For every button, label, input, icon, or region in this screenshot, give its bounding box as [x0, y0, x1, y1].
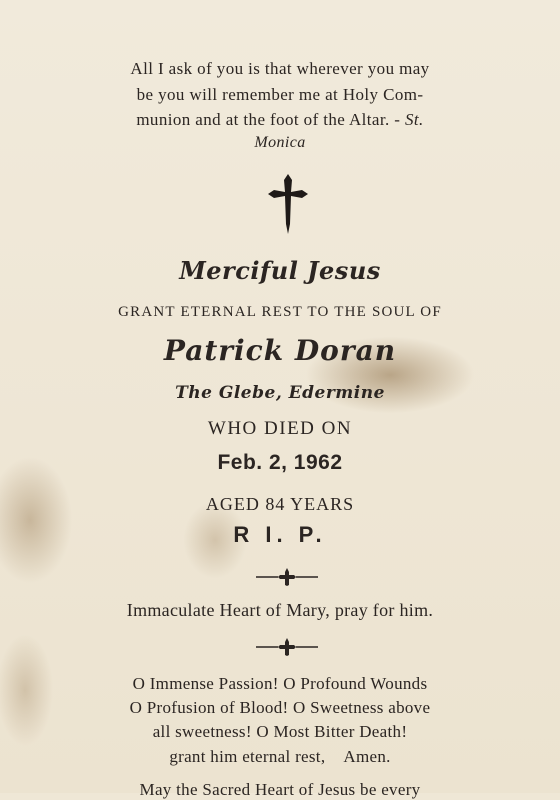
card-title: Merciful Jesus	[179, 256, 381, 285]
verse-attribution: St.	[404, 110, 424, 129]
cross-ornament-icon	[254, 566, 320, 586]
death-date: Feb. 2, 1962	[217, 451, 343, 474]
age-text: AGED 84 YEARS	[205, 494, 355, 514]
prayer-mary: Immaculate Heart of Mary, pray for him.	[126, 600, 434, 620]
deceased-name: Patrick Doran	[163, 334, 397, 367]
verse-line-3	[0, 110, 560, 130]
prayer-line-3: all sweetness! O Most Bitter Death!	[152, 722, 408, 741]
rip-text: R I. P.	[233, 522, 327, 547]
prayer-line-2: O Profusion of Blood! O Sweetness above	[129, 698, 431, 717]
prayer-line-4-text: grant him eternal rest,	[169, 747, 326, 766]
verse-line-1: All I ask of you is that wherever you may	[130, 59, 430, 78]
cross-ornament-icon	[254, 636, 320, 656]
prayer-amen: Amen.	[343, 747, 391, 766]
prayer-line-1: O Immense Passion! O Profound Wounds	[132, 674, 428, 693]
card-subtitle: GRANT ETERNAL REST TO THE SOUL OF	[118, 304, 442, 320]
verse-line-2: be you will remember me at Holy Com-	[136, 85, 424, 104]
deceased-address: The Glebe, Edermine	[175, 383, 385, 403]
verse-attribution-name: Monica	[254, 134, 306, 151]
prayer-line-5: May the Sacred Heart of Jesus be every	[139, 780, 421, 799]
cross-icon	[264, 172, 312, 236]
died-label: WHO DIED ON	[207, 418, 353, 439]
prayer-line-4	[0, 747, 560, 767]
verse-line-3-text: munion and at the foot of the Altar. -	[136, 110, 401, 129]
